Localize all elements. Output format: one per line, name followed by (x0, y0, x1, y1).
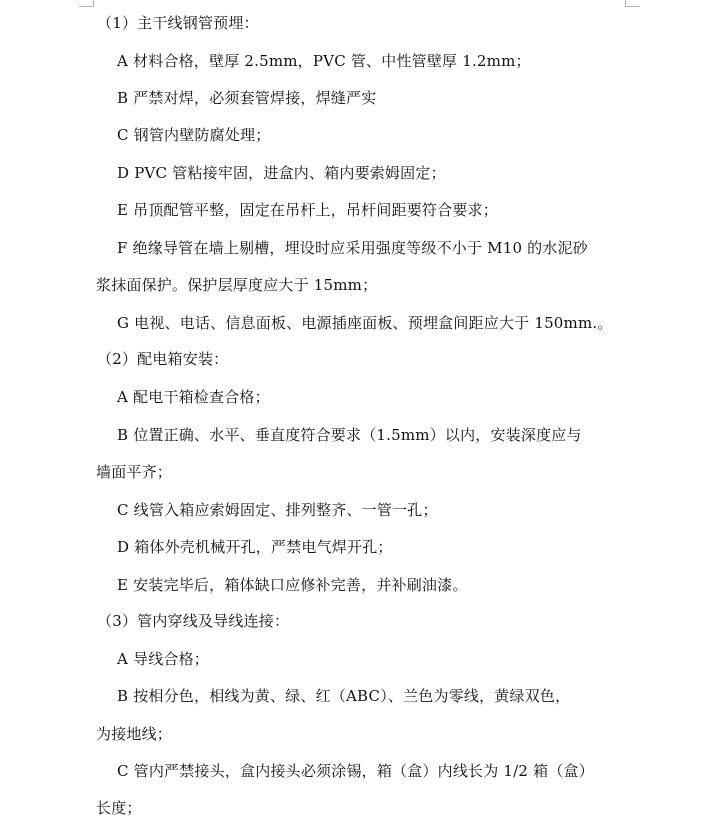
list-item-continuation: 浆抹面保护。保护层厚度应大于 15mm； (96, 276, 378, 294)
list-item: D 箱体外壳机械开孔，严禁电气焊开孔； (117, 538, 393, 556)
section-heading: （2）配电箱安装： (97, 350, 229, 368)
list-item-continuation: 为接地线； (96, 725, 173, 743)
list-item: C 钢管内壁防腐处理； (117, 126, 271, 144)
list-item: C 线管入箱应索姆固定、排列整齐、一管一孔； (117, 501, 438, 519)
page-corner-mark-left (79, 0, 94, 7)
section-heading: （3）管内穿线及导线连接： (97, 612, 290, 630)
list-item: D PVC 管粘接牢固，进盒内、箱内要索姆固定； (117, 164, 446, 182)
list-item: C 管内严禁接头，盒内接头必须涂锡，箱（盒）内线长为 1/2 箱（盒） (117, 762, 594, 780)
list-item-continuation: 墙面平齐； (96, 463, 173, 481)
list-item: B 严禁对焊，必须套管焊接，焊缝严实 (117, 89, 377, 107)
list-item: B 位置正确、水平、垂直度符合要求（1.5mm）以内，安装深度应与 (117, 426, 582, 444)
list-item: F 绝缘导管在墙上剔槽，埋设时应采用强度等级不小于 M10 的水泥砂 (117, 239, 588, 257)
list-item: B 按相分色，相线为黄、绿、红（ABC）、兰色为零线，黄绿双色， (117, 687, 571, 705)
list-item: A 配电干箱检查合格； (117, 388, 270, 406)
list-item: E 吊顶配管平整，固定在吊杆上，吊杆间距要符合要求； (117, 201, 498, 219)
list-item: A 导线合格； (117, 650, 210, 668)
page-corner-mark-right (625, 0, 640, 7)
list-item-continuation: 长度； (96, 799, 142, 817)
list-item: E 安装完毕后，箱体缺口应修补完善，并补刷油漆。 (117, 576, 468, 594)
list-item: G 电视、电话、信息面板、电源插座面板、预埋盒间距应大于 150mm.。 (117, 314, 613, 332)
section-heading: （1）主干线钢管预埋： (97, 14, 259, 32)
list-item: A 材料合格，壁厚 2.5mm，PVC 管、中性管壁厚 1.2mm； (117, 52, 531, 70)
